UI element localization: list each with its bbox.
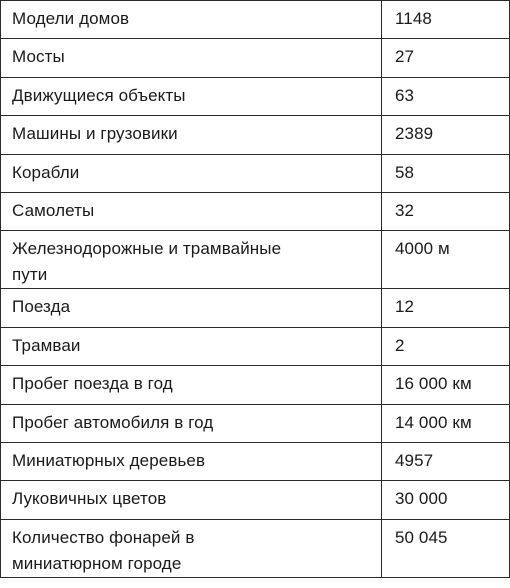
row-label: Трамваи bbox=[1, 327, 382, 365]
row-value: 14 000 км bbox=[382, 404, 510, 442]
table-row bbox=[1, 231, 510, 289]
row-value: 58 bbox=[382, 154, 510, 192]
table-row bbox=[1, 154, 510, 192]
table-row bbox=[1, 519, 510, 577]
table-row bbox=[1, 404, 510, 442]
table-row bbox=[1, 442, 510, 480]
row-value: 27 bbox=[382, 39, 510, 77]
table-row bbox=[1, 366, 510, 404]
row-value: 4000 м bbox=[382, 231, 510, 289]
row-value: 63 bbox=[382, 77, 510, 115]
row-label: Пробег поезда в год bbox=[1, 366, 382, 404]
row-value: 50 045 bbox=[382, 519, 510, 577]
row-label: Модели домов bbox=[1, 1, 382, 39]
row-value: 32 bbox=[382, 192, 510, 230]
row-label: Пробег автомобиля в год bbox=[1, 404, 382, 442]
row-value: 30 000 bbox=[382, 481, 510, 519]
table-row bbox=[1, 77, 510, 115]
row-value: 1148 bbox=[382, 1, 510, 39]
table-row bbox=[1, 116, 510, 154]
table-row bbox=[1, 39, 510, 77]
table-row bbox=[1, 481, 510, 519]
row-label: Мосты bbox=[1, 39, 382, 77]
row-label: Движущиеся объекты bbox=[1, 77, 382, 115]
row-label: Луковичных цветов bbox=[1, 481, 382, 519]
row-label: Корабли bbox=[1, 154, 382, 192]
row-value: 2389 bbox=[382, 116, 510, 154]
table-row bbox=[1, 289, 510, 327]
row-label: Машины и грузовики bbox=[1, 116, 382, 154]
row-value: 4957 bbox=[382, 442, 510, 480]
table-row bbox=[1, 192, 510, 230]
row-label: Поезда bbox=[1, 289, 382, 327]
row-label: Железнодорожные и трамвайные пути bbox=[1, 231, 382, 289]
row-value: 16 000 км bbox=[382, 366, 510, 404]
row-label: Самолеты bbox=[1, 192, 382, 230]
row-value: 12 bbox=[382, 289, 510, 327]
row-label: Количество фонарей в миниатюрном городе bbox=[1, 519, 382, 577]
table-row bbox=[1, 1, 510, 39]
row-label: Миниатюрных деревьев bbox=[1, 442, 382, 480]
row-value: 2 bbox=[382, 327, 510, 365]
table-row bbox=[1, 327, 510, 365]
